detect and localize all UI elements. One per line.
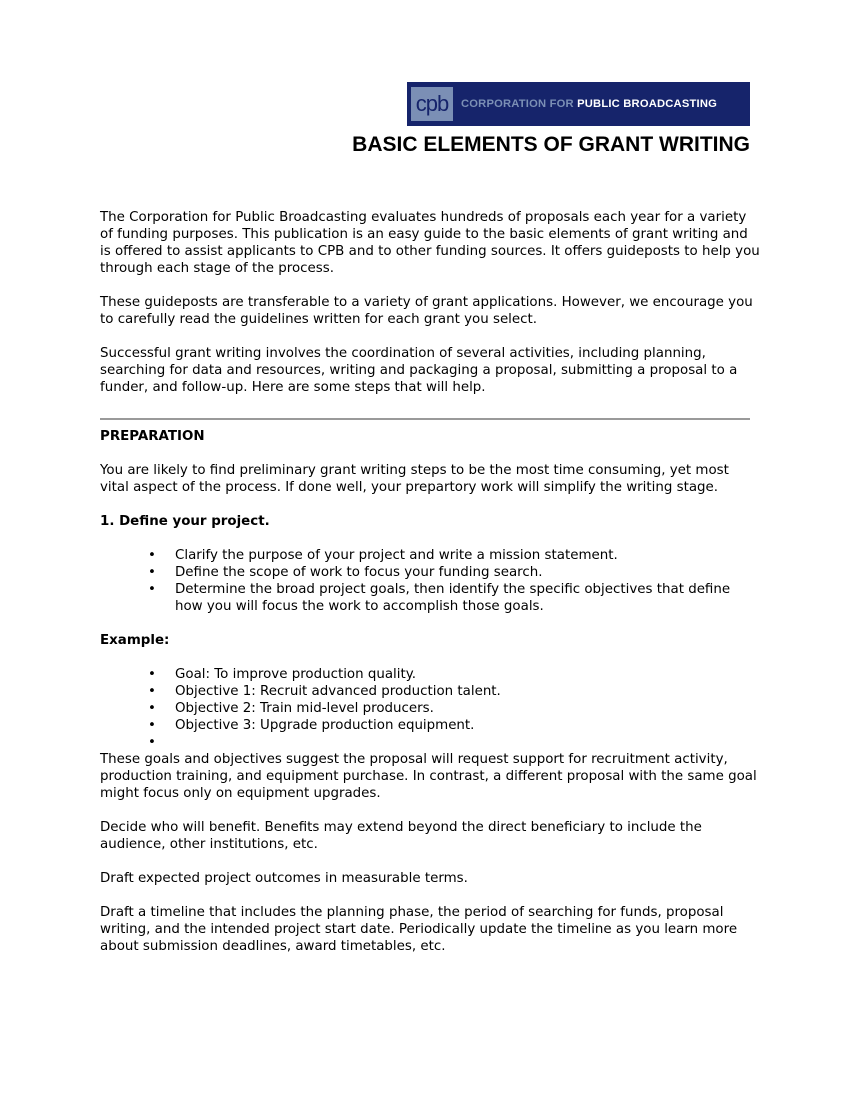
- list-item: • Objective 1: Recruit advanced production talent.: [175, 683, 760, 700]
- intro-paragraph-3: Successful grant writing involves the coordination of several activities, including planning, searching for data and resources, writing and packaging a proposal, submitting a proposal to a funder, and follow-up. Here are some steps that will help.: [100, 346, 738, 395]
- section-divider: [100, 418, 750, 420]
- intro-paragraph-2: These guideposts are transferable to a variety of grant applications. However, we encourage you to carefully read the guidelines written for each grant you select.: [100, 295, 753, 327]
- example-list: [100, 666, 760, 751]
- body-paragraph-4: Draft a timeline that includes the planning phase, the period of searching for funds, proposal writing, and the intended project start date. Periodically update the timeline as you learn more about submission deadlines, award timetables, etc.: [100, 905, 738, 954]
- list-item: • Define the scope of work to focus your funding search.: [175, 564, 760, 581]
- list-item: • Goal: To improve production quality.: [175, 666, 760, 683]
- list-item: • Objective 3: Upgrade production equipment.: [175, 717, 760, 734]
- logo-text-part1: CORPORATION FOR: [461, 98, 578, 110]
- body-paragraph-3: Draft expected project outcomes in measurable terms.: [100, 871, 468, 886]
- list-item: • Determine the broad project goals, then identify the specific objectives that define how you will focus the work to accomplish those goals.: [175, 581, 760, 615]
- empty-list-item: [175, 734, 760, 751]
- example-heading: Example:: [100, 633, 170, 648]
- intro-paragraph-1: The Corporation for Public Broadcasting evaluates hundreds of proposals each year for a variety of funding purposes. This publication is an easy guide to the basic elements of grant writing and is offered to assist applicants to CPB and to other funding sources. It offers guideposts to help you through each stage of the process.: [100, 210, 760, 276]
- cpb-logo: [407, 82, 750, 126]
- step1-heading: 1. Define your project.: [100, 514, 270, 529]
- body-paragraph-1: These goals and objectives suggest the proposal will request support for recruitment activity, production training, and equipment purchase. In contrast, a different proposal with the same goal might focus only on equipment upgrades.: [100, 752, 757, 801]
- document-body: [100, 209, 760, 955]
- cpb-logo-mark: cpb: [411, 87, 453, 121]
- step1-list: [100, 547, 760, 615]
- list-item: • Clarify the purpose of your project and write a mission statement.: [175, 547, 760, 564]
- document-title: BASIC ELEMENTS OF GRANT WRITING: [352, 133, 750, 156]
- list-item: • Objective 2: Train mid-level producers.: [175, 700, 760, 717]
- cpb-logo-text: [461, 98, 717, 110]
- body-paragraph-2: Decide who will benefit. Benefits may extend beyond the direct beneficiary to include the audience, other institutions, etc.: [100, 820, 702, 852]
- preparation-heading: PREPARATION: [100, 429, 205, 444]
- logo-text-part2: PUBLIC BROADCASTING: [577, 98, 718, 110]
- preparation-paragraph: You are likely to find preliminary grant writing steps to be the most time consuming, yet most vital aspect of the process. If done well, your prepartory work will simplify the writing stage.: [100, 463, 729, 495]
